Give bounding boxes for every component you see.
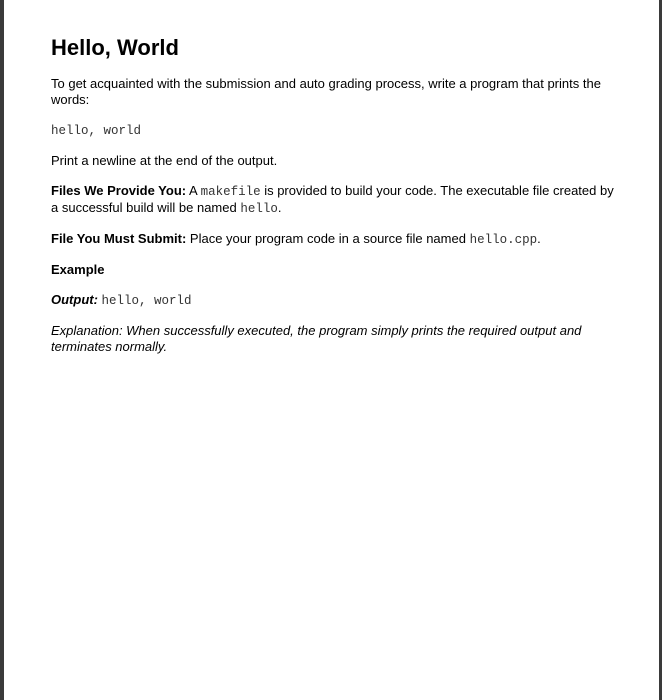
intro-paragraph: To get acquainted with the submission and auto grading process, write a program that prints the words: bbox=[51, 76, 601, 107]
files-provided-text-c: . bbox=[277, 200, 282, 215]
files-provided-paragraph bbox=[51, 183, 616, 217]
explanation-paragraph: Explanation: When successfully executed, the program simply prints the required output and terminates normally. bbox=[51, 323, 582, 354]
file-submit-label: File You Must Submit: bbox=[51, 231, 187, 246]
code-sample: hello, world bbox=[51, 124, 142, 138]
output-line bbox=[51, 292, 616, 309]
code-sample-block bbox=[51, 122, 659, 139]
output-value: hello, world bbox=[101, 294, 192, 308]
file-submit-text-a: Place your program code in a source file named bbox=[186, 231, 470, 246]
file-submit-paragraph bbox=[51, 231, 616, 248]
hello-executable-code: hello bbox=[240, 202, 278, 216]
files-provided-text-a: A bbox=[186, 183, 201, 198]
file-submit-text-b: . bbox=[537, 231, 541, 246]
newline-note: Print a newline at the end of the output. bbox=[51, 153, 278, 168]
example-heading: Example bbox=[51, 262, 105, 277]
page-title: Hello, World bbox=[51, 35, 179, 60]
files-provided-text-b: is provided to build your code. The executable file created by a successful build will be named bbox=[51, 183, 614, 215]
files-provided-label: Files We Provide You: bbox=[51, 183, 187, 198]
document-page bbox=[4, 0, 659, 700]
output-label: Output: bbox=[51, 292, 98, 307]
makefile-code: makefile bbox=[200, 185, 261, 199]
hello-cpp-code: hello.cpp bbox=[469, 233, 538, 247]
